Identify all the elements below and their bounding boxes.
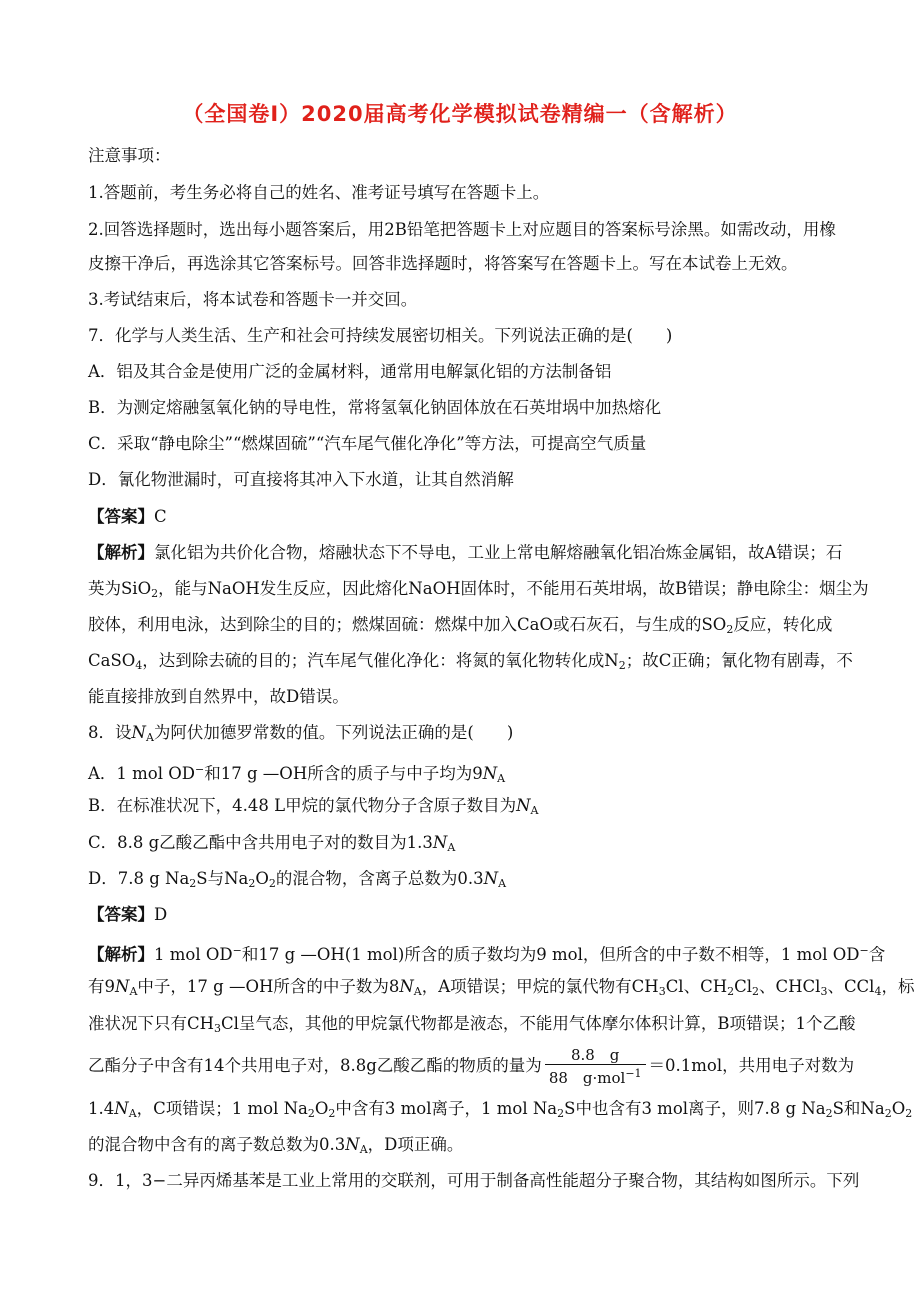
notice-item-3: 3.考试结束后，将本试卷和答题卡一并交回。 — [88, 290, 418, 309]
page-title: （全国卷Ⅰ）2020届高考化学模拟试卷精编一（含解析） — [182, 102, 738, 126]
q8-stem: 8．设$N_A$为阿伏加德罗常数的值。下列说法正确的是( ) — [88, 723, 514, 744]
q8-explanation-line-3: 准状况下只有$CH_3Cl$呈气态，其他的甲烷氯代物都是液态，不能用气体摩尔体积计算，B项错误；1个乙酸 — [88, 1014, 856, 1035]
answer-label: 【答案】 — [88, 905, 154, 924]
answer-value: D — [154, 905, 168, 924]
q7-option-b: B．为测定熔融氢氧化钠的导电性，常将氢氧化钠固体放在石英坩埚中加热熔化 — [88, 398, 662, 417]
explanation-label: 【解析】 — [88, 543, 154, 562]
notice-item-1: 1.答题前，考生务必将自己的姓名、准考证号填写在答题卡上。 — [88, 183, 550, 202]
notice-heading: 注意事项： — [88, 146, 171, 165]
q7-option-a: A．铝及其合金是使用广泛的金属材料，通常用电解氯化铝的方法制备铝 — [88, 362, 612, 381]
q8-answer — [88, 905, 167, 925]
q8-explanation-line-6: 的混合物中含有的离子数总数为$0.3N_A$，D项正确。 — [88, 1135, 464, 1156]
q8-explanation-line-5: $1.4N_A$，C项错误；1 mol $Na_2O_2$中含有3 mol离子，1 mol $Na_2S$中也含有3 mol离子，则7.8 g $Na_2S$和$Na_2O_2$ — [88, 1099, 913, 1120]
q7-answer — [88, 507, 167, 527]
q7-explanation-line-2: 英为SiO$_2$，能与NaOH发生反应，因此熔化NaOH固体时，不能用石英坩埚，故B错误；静电除尘：烟尘为 — [88, 579, 869, 600]
notice-item-2-line-1: 2.回答选择题时，选出每小题答案后，用2B铅笔把答题卡上对应题目的答案标号涂黑。如需改动，用橡 — [88, 220, 836, 239]
q7-explanation-line-4: CaSO$_4$，达到除去硫的目的；汽车尾气催化净化：将氮的氧化物转化成$N_2$；故C正确；氰化物有剧毒，不 — [88, 651, 853, 672]
q7-option-d: D．氰化物泄漏时，可直接将其冲入下水道，让其自然消解 — [88, 470, 514, 489]
q8-option-a: A．1 mol OD−和17 g —OH所含的质子与中子均为$9N_A$ — [88, 763, 506, 785]
notice-item-2-line-2: 皮擦干净后，再选涂其它答案标号。回答非选择题时，将答案写在答题卡上。写在本试卷上无效。 — [88, 254, 798, 273]
q8-option-c: C．8.8 g乙酸乙酯中含共用电子对的数目为$1.3N_A$ — [88, 833, 456, 854]
q8-option-b: B．在标准状况下，4.48 L甲烷的氯代物分子含原子数目为$N_A$ — [88, 796, 539, 817]
q7-explanation-line-1: 【解析】氯化铝为共价化合物，熔融状态下不导电，工业上常电解熔融氧化铝冶炼金属铝，故A错误；石 — [88, 543, 843, 562]
q9-stem: 9．1，3−二异丙烯基苯是工业上常用的交联剂，可用于制备高性能超分子聚合物，其结构如图所示。下列 — [88, 1171, 860, 1190]
q8-explanation-line-4: 乙酯分子中含有14个共用电子对，8.8g乙酸乙酯的物质的量为 $\frac{8.8 g}{88 g\cdot mol^{-1}}$ ＝0.1mol，共用电子对数为 — [88, 1046, 855, 1087]
q7-explanation-line-3: 胶体，利用电泳，达到除尘的目的；燃煤固硫：燃煤中加入CaO或石灰石，与生成的$SO_2$反应，转化成 — [88, 615, 833, 636]
answer-value: C — [154, 507, 167, 526]
q7-explanation-line-5: 能直接排放到自然界中，故D错误。 — [88, 687, 349, 706]
q7-option-c: C．采取“静电除尘”“燃煤固硫”“汽车尾气催化净化”等方法，可提高空气质量 — [88, 434, 647, 453]
q8-explanation-line-2: 有$9N_A$中子，17 g —OH所含的中子数为$8N_A$，A项错误；甲烷的氯代物有$CH_3Cl$、$CH_2Cl_2$、CHCl$_3$、CCl$_4$，标 — [88, 977, 915, 998]
q8-option-d: D．7.8 g $Na_2S$与$Na_2O_2$的混合物，含离子总数为$0.3N_A$ — [88, 869, 507, 890]
q8-explanation-line-1: 【解析】1 mol OD−和17 g —OH(1 mol)所含的质子数均为9 mol，但所含的中子数不相等，1 mol OD−含 — [88, 944, 886, 964]
fraction: $\frac{8.8 g}{88 g\cdot mol^{-1}}$ — [545, 1046, 646, 1087]
answer-label: 【答案】 — [88, 507, 154, 526]
explanation-label: 【解析】 — [88, 945, 154, 964]
q7-stem: 7．化学与人类生活、生产和社会可持续发展密切相关。下列说法正确的是( ) — [88, 326, 673, 345]
